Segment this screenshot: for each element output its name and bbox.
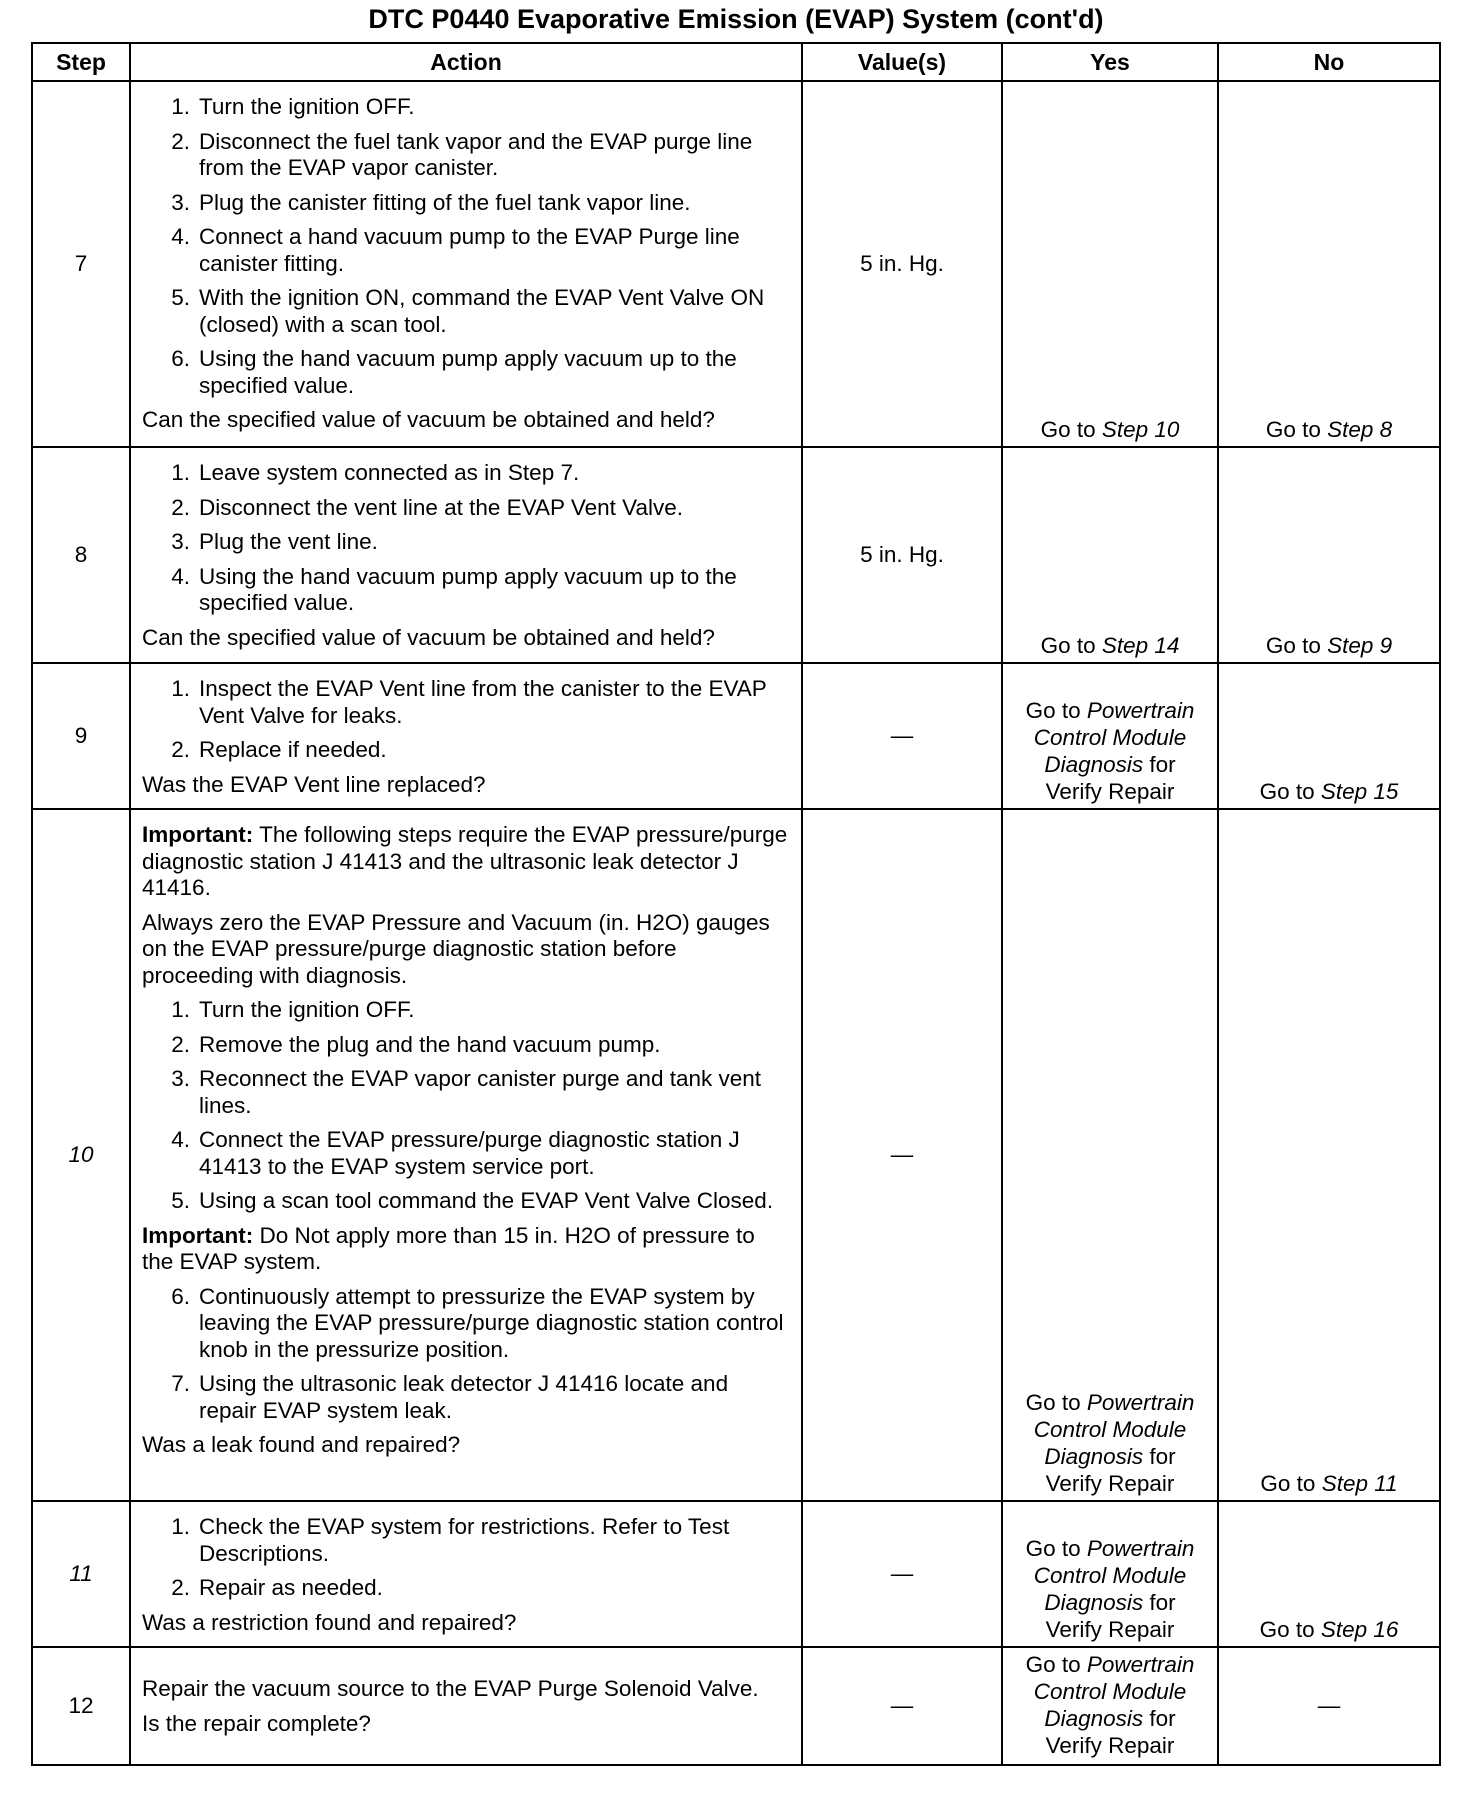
table-row-step-9	[32, 663, 1440, 809]
action-list	[142, 94, 791, 399]
list-item: 2. Replace if needed.	[171, 737, 387, 762]
action-list	[142, 1514, 791, 1602]
header-yes: Yes	[1002, 43, 1218, 81]
important-note: Important: The following steps require the EVAP pressure/purge diagnostic station J 41413 and the ultrasonic leak detector J 41416.	[142, 822, 788, 900]
header-row	[32, 43, 1440, 81]
action-list	[142, 676, 791, 764]
yes-cell: Go to Powertrain Control Module Diagnosis for Verify Repair	[1002, 663, 1218, 809]
yes-cell: Go to Powertrain Control Module Diagnosis for Verify Repair	[1002, 809, 1218, 1501]
action-question: Was a leak found and repaired?	[142, 1432, 461, 1457]
action-question: Was a restriction found and repaired?	[142, 1609, 517, 1635]
no-cell: Go to Step 16	[1218, 1501, 1440, 1647]
value-cell: —	[802, 809, 1002, 1501]
action-cell	[130, 447, 802, 663]
important-note: Important: Do Not apply more than 15 in. H2O of pressure to the EVAP system.	[142, 1222, 755, 1274]
value-cell: 5 in. Hg.	[802, 81, 1002, 447]
no-cell: Go to Step 8	[1218, 81, 1440, 447]
table-row-step-10	[32, 809, 1440, 1501]
action-cell	[130, 1647, 802, 1765]
page-title: DTC P0440 Evaporative Emission (EVAP) System (cont'd)	[368, 4, 1104, 34]
action-list	[142, 460, 791, 617]
list-item: 1. Turn the ignition OFF.	[171, 997, 415, 1022]
list-item: 6. Using the hand vacuum pump apply vacuum up to the specified value.	[171, 346, 737, 398]
list-item: 7. Using the ultrasonic leak detector J 41416 locate and repair EVAP system leak.	[171, 1371, 729, 1423]
step-number: 10	[32, 809, 130, 1501]
list-item: 2. Disconnect the fuel tank vapor and the EVAP purge line from the EVAP vapor canister.	[171, 128, 753, 180]
header-step: Step	[32, 43, 130, 81]
diagnostic-table	[31, 42, 1441, 1766]
list-item: 2. Disconnect the vent line at the EVAP Vent Valve.	[171, 494, 684, 520]
list-item: 1. Leave system connected as in Step 7.	[171, 460, 580, 485]
step-number: 11	[32, 1501, 130, 1647]
action-question: Can the specified value of vacuum be obtained and held?	[142, 624, 715, 650]
action-question: Can the specified value of vacuum be obtained and held?	[142, 407, 715, 432]
no-cell: Go to Step 11	[1218, 809, 1440, 1501]
action-question: Is the repair complete?	[142, 1710, 371, 1736]
list-item: 4. Using the hand vacuum pump apply vacuum up to the specified value.	[171, 563, 737, 615]
list-item: 1. Check the EVAP system for restrictions. Refer to Test Descriptions.	[171, 1514, 730, 1566]
table-row-step-12	[32, 1647, 1440, 1765]
zero-gauges-note: Always zero the EVAP Pressure and Vacuum (in. H2O) gauges on the EVAP pressure/purge diagnostic station before proceeding with diagnosis.	[142, 909, 770, 988]
list-item: 1. Turn the ignition OFF.	[171, 94, 415, 119]
header-action: Action	[130, 43, 802, 81]
value-cell: —	[802, 1647, 1002, 1765]
list-item: 1. Inspect the EVAP Vent line from the canister to the EVAP Vent Valve for leaks.	[171, 676, 767, 728]
header-values: Value(s)	[802, 43, 1002, 81]
action-question: Was the EVAP Vent line replaced?	[142, 771, 486, 797]
value-cell: —	[802, 663, 1002, 809]
action-cell	[130, 1501, 802, 1647]
table-row-step-8	[32, 447, 1440, 663]
no-cell: Go to Step 15	[1218, 663, 1440, 809]
yes-cell: Go to Step 14	[1002, 447, 1218, 663]
value-cell: 5 in. Hg.	[802, 447, 1002, 663]
action-cell	[130, 81, 802, 447]
yes-cell: Go to Powertrain Control Module Diagnosis for Verify Repair	[1002, 1501, 1218, 1647]
table-row-step-7	[32, 81, 1440, 447]
list-item: 6. Continuously attempt to pressurize the EVAP system by leaving the EVAP pressure/purge diagnostic station control knob in the pressurize position.	[171, 1283, 784, 1362]
no-cell: —	[1218, 1647, 1440, 1765]
list-item: 3. Reconnect the EVAP vapor canister purge and tank vent lines.	[171, 1066, 762, 1118]
list-item: 5. With the ignition ON, command the EVAP Vent Valve ON (closed) with a scan tool.	[171, 285, 765, 337]
action-cell	[130, 809, 802, 1501]
action-list	[142, 1284, 791, 1425]
yes-cell: Go to Step 10	[1002, 81, 1218, 447]
list-item: 4. Connect a hand vacuum pump to the EVAP Purge line canister fitting.	[171, 224, 740, 276]
action-list	[142, 997, 791, 1215]
value-cell: —	[802, 1501, 1002, 1647]
header-no: No	[1218, 43, 1440, 81]
step-number: 12	[32, 1647, 130, 1765]
list-item: 2. Remove the plug and the hand vacuum pump.	[171, 1031, 661, 1057]
list-item: 2. Repair as needed.	[171, 1575, 383, 1600]
no-cell: Go to Step 9	[1218, 447, 1440, 663]
action-text: Repair the vacuum source to the EVAP Purge Solenoid Valve.	[142, 1676, 759, 1701]
list-item: 3. Plug the vent line.	[171, 529, 378, 554]
action-cell	[130, 663, 802, 809]
table-row-step-11	[32, 1501, 1440, 1647]
yes-cell: Go to Powertrain Control Module Diagnosis for Verify Repair	[1002, 1647, 1218, 1765]
step-number: 7	[32, 81, 130, 447]
step-number: 9	[32, 663, 130, 809]
list-item: 4. Connect the EVAP pressure/purge diagnostic station J 41413 to the EVAP system service port.	[171, 1127, 740, 1179]
list-item: 3. Plug the canister fitting of the fuel tank vapor line.	[171, 189, 691, 215]
step-number: 8	[32, 447, 130, 663]
list-item: 5. Using a scan tool command the EVAP Vent Valve Closed.	[171, 1188, 774, 1213]
